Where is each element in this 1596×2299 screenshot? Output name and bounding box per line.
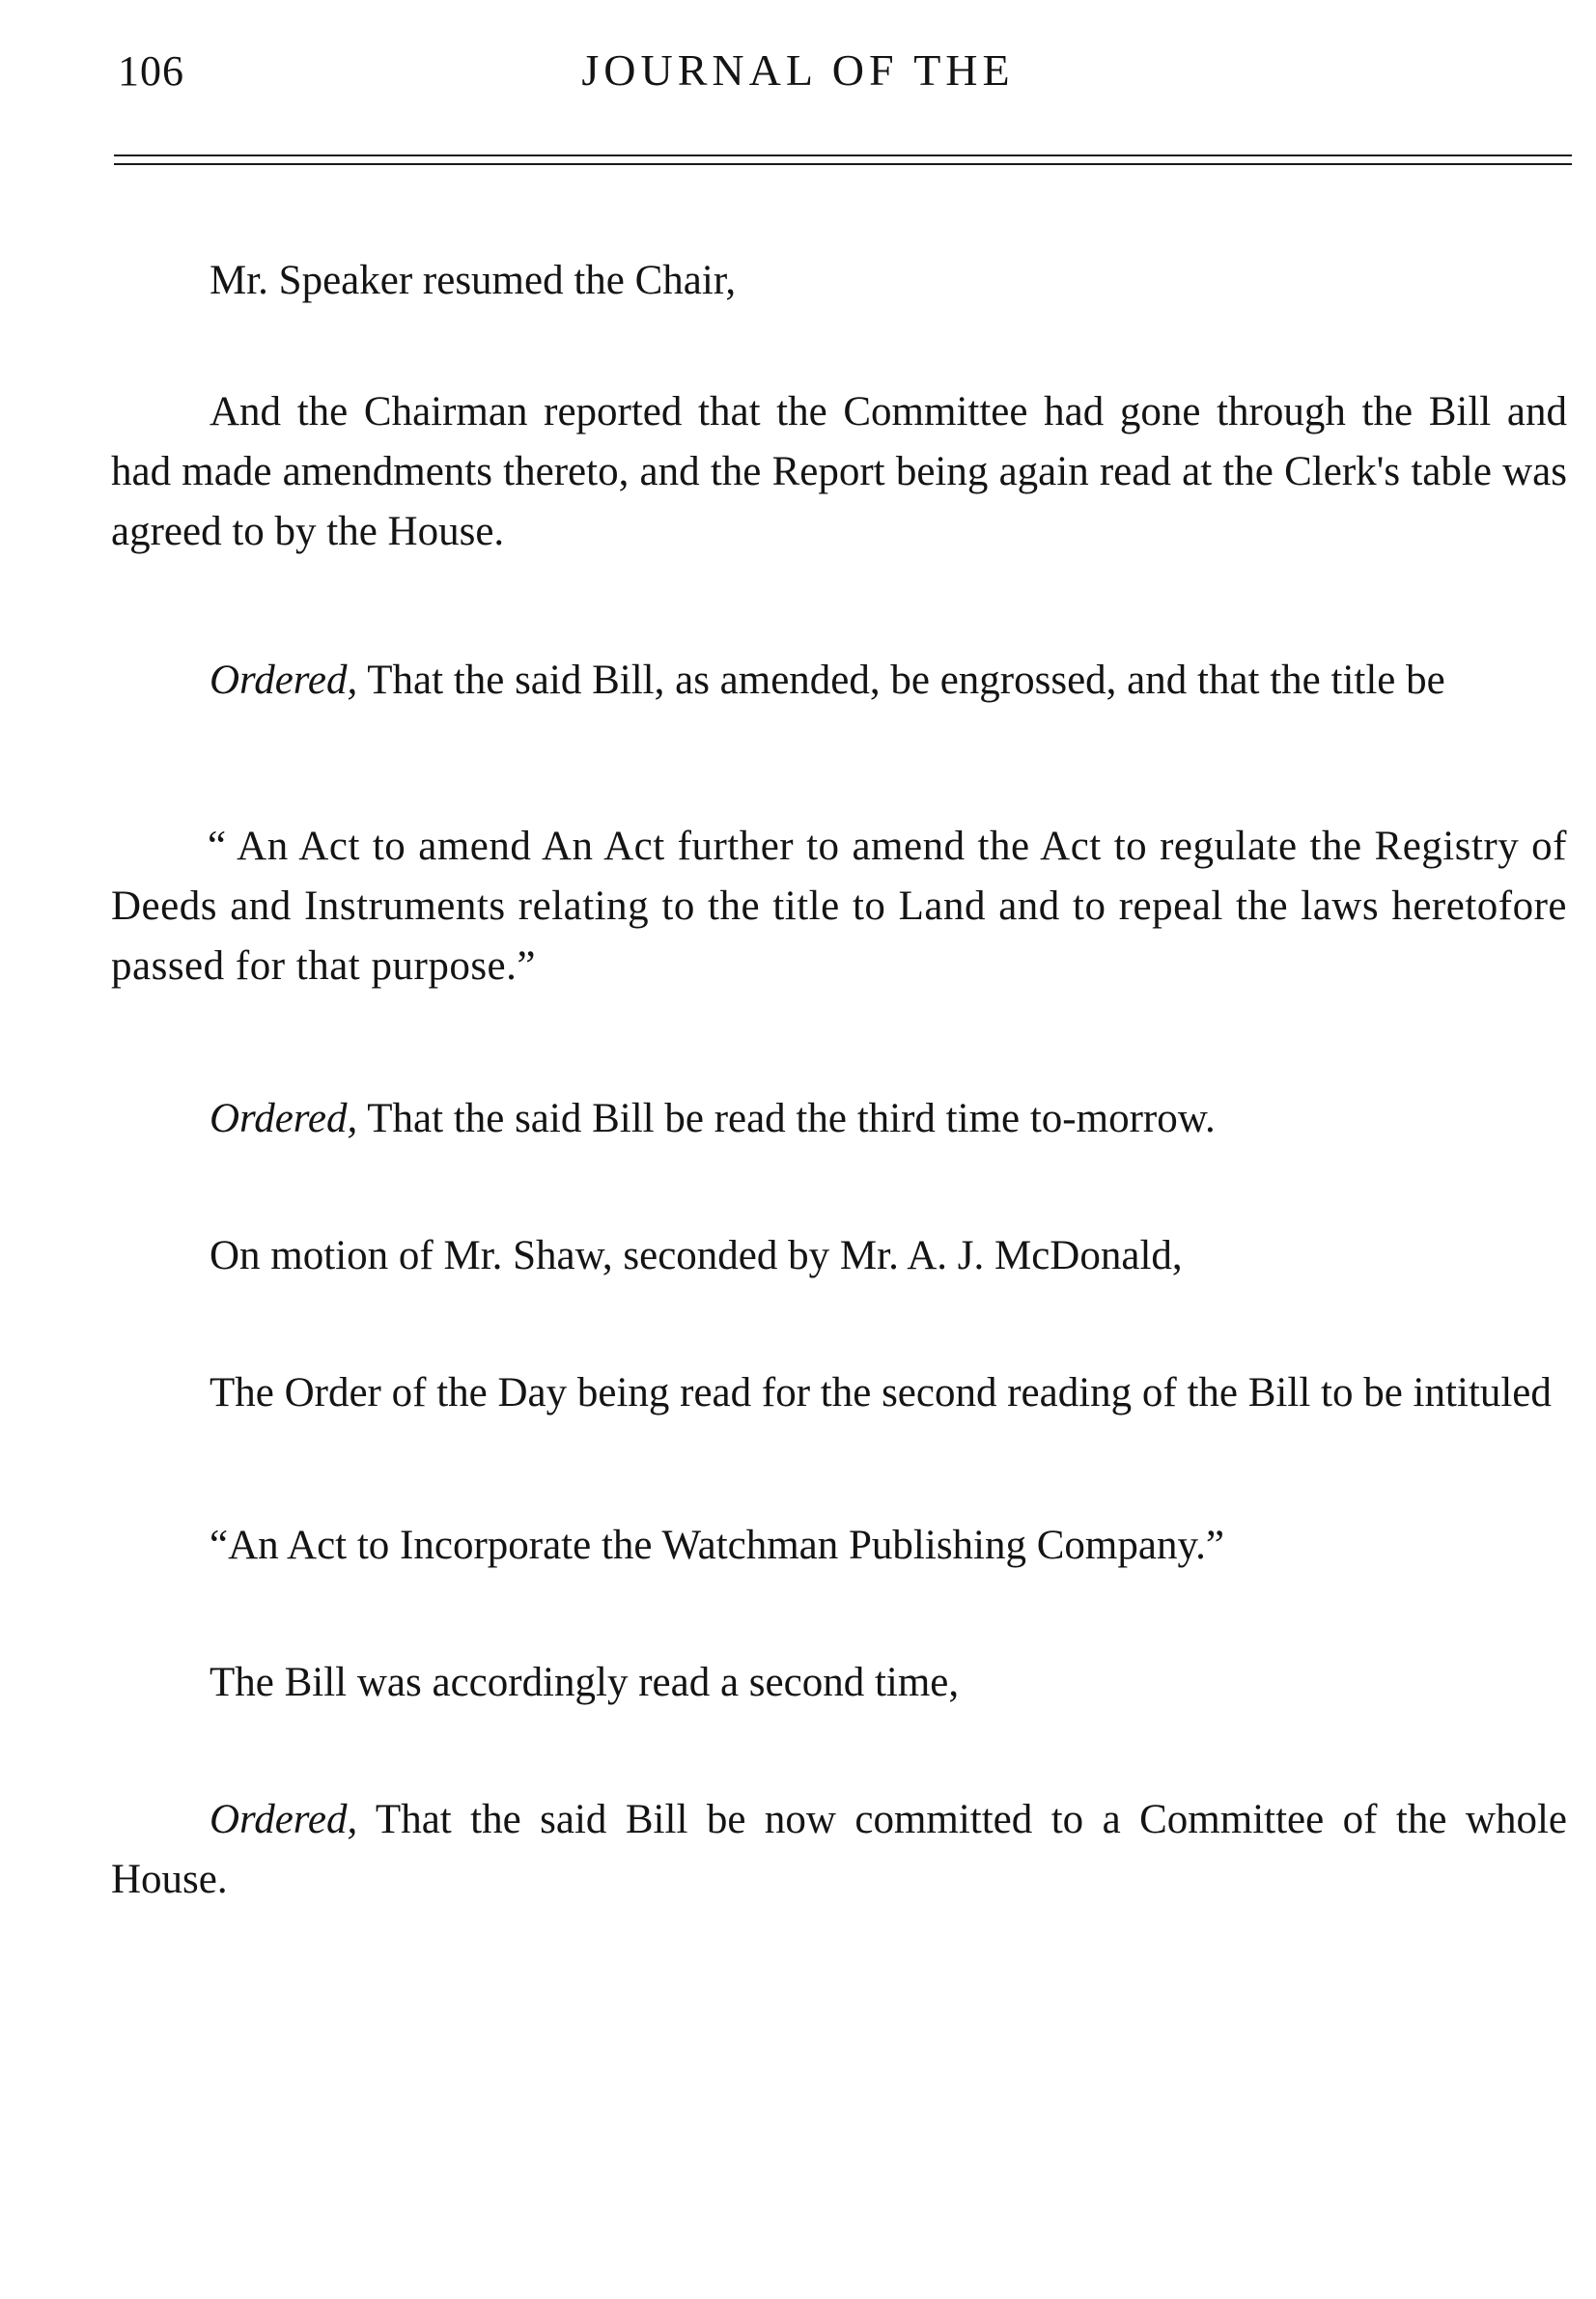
paragraph-order-of-day: [111, 1363, 1567, 1423]
paragraph-text: That the said Bill be now committed to a Committee of the whole House.: [111, 1797, 1567, 1902]
paragraph-text: The Bill was accordingly read a second time,: [210, 1660, 960, 1705]
ordered-lead: Ordered,: [210, 658, 358, 703]
paragraph-text: On motion of Mr. Shaw, seconded by Mr. A. J. McDonald,: [210, 1233, 1183, 1278]
running-title: JOURNAL OF THE: [581, 45, 1015, 95]
paragraph-ordered-third-reading: [111, 1089, 1567, 1149]
ordered-lead: Ordered,: [210, 1797, 358, 1842]
journal-body: [111, 251, 1567, 1910]
paragraph-motion-shaw: [111, 1226, 1567, 1286]
paragraph-text: “ An Act to amend An Act further to amend the Act to regulate the Registry of Deeds and Instruments relating to the title to Land and to repeal the laws heretofore passed for that purpose.”: [111, 824, 1567, 989]
header-rule-top: [114, 154, 1572, 156]
ordered-lead: Ordered,: [210, 1096, 358, 1141]
paragraph-act-title-registry: [111, 817, 1567, 996]
paragraph-text: Mr. Speaker resumed the Chair,: [210, 258, 737, 303]
paragraph-text: The Order of the Day being read for the second reading of the Bill to be intituled: [210, 1370, 1552, 1416]
paragraph-second-time: [111, 1653, 1567, 1713]
paragraph-act-title-watchman: [111, 1516, 1567, 1576]
paragraph-text: And the Chairman reported that the Committee had gone through the Bill and had made amendments thereto, and the Report being again read at the Clerk's table was agreed to by the House.: [111, 389, 1567, 554]
running-head: [0, 0, 1596, 145]
paragraph-text: That the said Bill, as amended, be engrossed, and that the title be: [357, 658, 1445, 703]
paragraph-text: “An Act to Incorporate the Watchman Publishing Company.”: [210, 1523, 1225, 1568]
paragraph-chairman-reported: [111, 382, 1567, 562]
header-rule-bottom: [114, 163, 1572, 165]
paragraph-ordered-engrossed: [111, 651, 1567, 711]
page-number: 106: [118, 47, 184, 95]
paragraph-speaker-resumed: [111, 251, 1567, 311]
paragraph-text: That the said Bill be read the third time to-morrow.: [357, 1096, 1216, 1141]
paragraph-ordered-committee: [111, 1790, 1567, 1910]
